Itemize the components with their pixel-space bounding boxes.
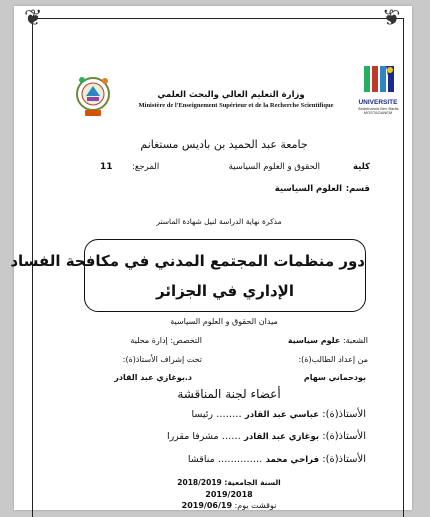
committee-member-row: الأستاذ(ة): عباسي عبد القادر ........ رئيسا — [191, 409, 366, 420]
member-prefix: الأستاذ(ة): — [322, 409, 366, 420]
student-name: بودحماني سهام — [303, 373, 366, 382]
member-role: رئيسا — [191, 409, 213, 420]
academic-year-value: 2019/2018 — [205, 490, 253, 499]
branch-value: علوم سياسية — [287, 336, 341, 345]
committee-member-row: الأستاذ(ة): بوغازي عبد القادر ...... مشرفا مقررا — [166, 431, 366, 442]
prepared-by-label: من إعداد الطالب(ة): — [298, 355, 368, 364]
reference-value: 11 — [100, 162, 113, 172]
thesis-title-line1: دور منظمات المجتمع المدني في مكافحة الفساد — [10, 252, 365, 270]
specialty-row — [130, 336, 202, 345]
member-role: مناقشا — [187, 454, 215, 465]
thesis-title-line2: الإداري في الجزائر — [156, 282, 294, 300]
faculty-logo — [72, 72, 114, 118]
member-prefix: الأستاذ(ة): — [322, 431, 366, 442]
defense-date-row — [154, 501, 304, 510]
department-value: العلوم السياسية — [274, 184, 342, 194]
corner-ornament-right: ❦ — [381, 6, 400, 31]
corner-ornament-left: ❦ — [24, 6, 43, 31]
university-emblem-icon — [358, 62, 398, 96]
university-name: جامعة عبد الحميد بن باديس مستغانم — [140, 138, 308, 151]
committee-heading: أعضاء لجنة المناقشة — [177, 387, 281, 401]
supervisor-label: تحت إشراف الأستاذ(ة): — [122, 355, 202, 364]
ministry-french: Ministère de l'Enseignement Supérieur et de la Recherche Scientifique — [138, 102, 334, 109]
department-label: قسم: — [345, 184, 370, 194]
document-page — [10, 6, 412, 510]
defense-label: نوقشت يوم: — [234, 501, 277, 510]
branch-row — [288, 336, 368, 345]
university-logo-sub1: Abdelhamid Ben Badis — [358, 105, 399, 111]
university-logo — [358, 62, 398, 124]
member-prefix: الأستاذ(ة): — [322, 454, 366, 465]
member-role: مشرفا مقررا — [166, 431, 219, 442]
faculty-label: كلية — [352, 162, 370, 172]
branch-label: الشعبة: — [342, 336, 368, 345]
university-logo-label: UNIVERSITE — [358, 99, 398, 106]
specialty-label: التخصص: — [170, 336, 202, 345]
faculty-value: الحقوق و العلوم السياسية — [228, 162, 320, 172]
member-name: عباسي عبد القادر — [244, 410, 320, 420]
academic-year-label: السنة الجامعية: 2018/2019 — [177, 478, 281, 487]
supervisor-name: د.بوغازي عبد القادر — [114, 373, 192, 382]
university-logo-sub2: MOSTAGANEM — [363, 110, 393, 115]
memo-subtitle: مذكرة نهاية الدراسة لنيل شهادة الماستر — [156, 217, 282, 226]
member-name: بوغازي عبد القادر — [244, 432, 320, 442]
specialty-value: إدارة محلية — [130, 336, 168, 345]
member-name: فراحي محمد — [265, 455, 320, 465]
defense-date: 2019/06/19 — [181, 501, 233, 510]
field-of-study: ميدان الحقوق و العلوم السياسية — [170, 317, 278, 326]
reference-label: المرجع: — [132, 162, 160, 172]
thesis-title-box — [10, 239, 366, 312]
committee-member-row: الأستاذ(ة): فراحي محمد .............. مناقشا — [187, 454, 366, 465]
ministry-arabic: وزارة التعليم العالي والبحث العلمي — [157, 90, 305, 100]
